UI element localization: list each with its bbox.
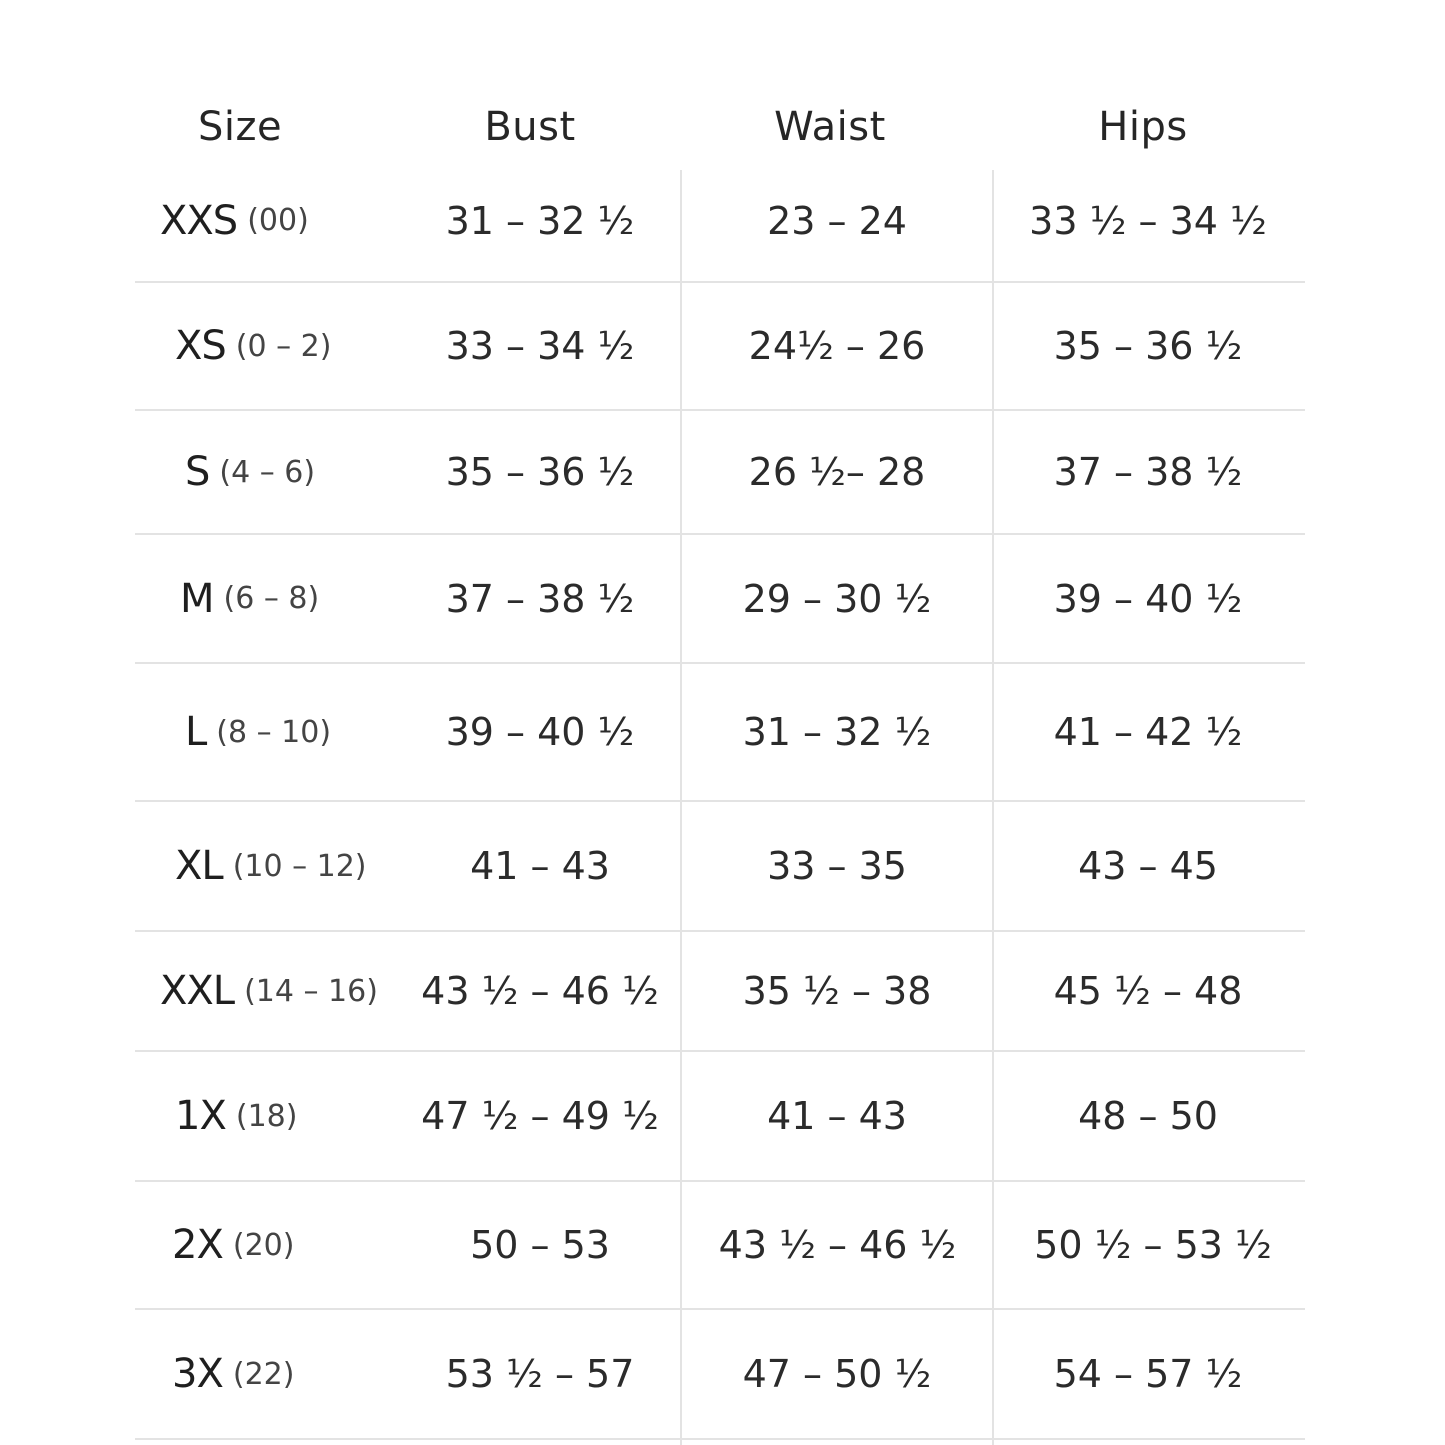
size-code: L xyxy=(185,709,207,755)
table-row xyxy=(135,932,1305,1052)
table-row xyxy=(135,1182,1305,1310)
waist-cell: 26 ½– 28 xyxy=(748,450,926,494)
size-numeric: (10 – 12) xyxy=(232,848,367,884)
header-hips: Hips xyxy=(1098,104,1188,150)
bust-cell: 37 – 38 ½ xyxy=(445,576,635,621)
waist-cell: 24½ – 26 xyxy=(748,324,926,368)
size-numeric: (6 – 8) xyxy=(223,581,320,616)
size-code: 3X xyxy=(172,1351,223,1397)
bust-cell: 43 ½ – 46 ½ xyxy=(421,969,659,1013)
waist-cell: 33 – 35 xyxy=(767,844,907,888)
size-cell xyxy=(135,160,420,281)
hips-cell: 43 – 45 xyxy=(1078,844,1218,888)
size-numeric: (22) xyxy=(232,1356,295,1392)
hips-cell: 45 ½ – 48 xyxy=(1053,969,1243,1013)
size-code: S xyxy=(185,449,210,495)
bust-cell: 33 – 34 ½ xyxy=(445,324,635,368)
table-header-row xyxy=(135,100,1305,155)
size-code: 2X xyxy=(172,1222,223,1268)
table-row xyxy=(135,535,1305,664)
size-code: M xyxy=(180,575,214,622)
hips-cell: 54 – 57 ½ xyxy=(1053,1352,1243,1396)
size-cell xyxy=(135,1052,435,1180)
hips-cell: 41 – 42 ½ xyxy=(1053,710,1243,754)
size-code: XL xyxy=(175,843,223,889)
size-cell xyxy=(135,411,445,533)
table-row xyxy=(135,1310,1305,1440)
bust-cell: 53 ½ – 57 xyxy=(445,1352,635,1396)
hips-cell: 35 – 36 ½ xyxy=(1053,324,1243,368)
hips-cell: 50 ½ – 53 ½ xyxy=(1034,1223,1272,1267)
size-numeric: (20) xyxy=(232,1227,295,1263)
waist-cell: 41 – 43 xyxy=(767,1094,907,1138)
size-cell xyxy=(135,535,440,662)
bust-cell: 50 – 53 xyxy=(470,1223,610,1267)
size-numeric: (00) xyxy=(247,203,309,238)
table-row xyxy=(135,283,1305,411)
hips-cell: 33 ½ – 34 ½ xyxy=(1029,198,1267,243)
size-cell xyxy=(135,1182,432,1308)
size-cell xyxy=(135,802,435,930)
bust-cell: 35 – 36 ½ xyxy=(445,450,635,494)
table-row xyxy=(135,664,1305,802)
bust-cell: 39 – 40 ½ xyxy=(445,710,635,754)
size-code: XS xyxy=(175,323,226,369)
bust-cell: 41 – 43 xyxy=(470,844,610,888)
size-cell xyxy=(135,932,420,1050)
bust-cell: 31 – 32 ½ xyxy=(445,198,635,243)
size-chart-table xyxy=(135,0,1305,1445)
size-numeric: (8 – 10) xyxy=(216,714,332,750)
table-row xyxy=(135,1052,1305,1182)
header-bust: Bust xyxy=(484,104,576,150)
header-size: Size xyxy=(197,104,283,150)
hips-cell: 39 – 40 ½ xyxy=(1053,576,1243,621)
size-code: XXS xyxy=(160,197,238,244)
header-waist: Waist xyxy=(774,104,886,150)
table-row xyxy=(135,160,1305,283)
waist-cell: 35 ½ – 38 xyxy=(742,969,932,1013)
bust-cell: 47 ½ – 49 ½ xyxy=(421,1094,659,1138)
size-numeric: (18) xyxy=(235,1098,298,1134)
size-code: 1X xyxy=(175,1093,226,1139)
waist-cell: 29 – 30 ½ xyxy=(742,576,932,621)
waist-cell: 23 – 24 xyxy=(767,198,907,243)
size-cell xyxy=(135,1310,432,1438)
size-numeric: (4 – 6) xyxy=(219,454,316,490)
table-body xyxy=(135,160,1305,1440)
size-code: XXL xyxy=(160,968,235,1014)
size-numeric: (14 – 16) xyxy=(244,973,378,1009)
waist-cell: 47 – 50 ½ xyxy=(742,1352,932,1396)
size-numeric: (0 – 2) xyxy=(235,328,332,364)
size-cell xyxy=(135,664,445,800)
hips-cell: 37 – 38 ½ xyxy=(1053,450,1243,494)
hips-cell: 48 – 50 xyxy=(1078,1094,1218,1138)
table-row xyxy=(135,411,1305,535)
waist-cell: 43 ½ – 46 ½ xyxy=(718,1223,957,1267)
size-cell xyxy=(135,283,435,409)
table-row xyxy=(135,802,1305,932)
waist-cell: 31 – 32 ½ xyxy=(742,710,932,754)
